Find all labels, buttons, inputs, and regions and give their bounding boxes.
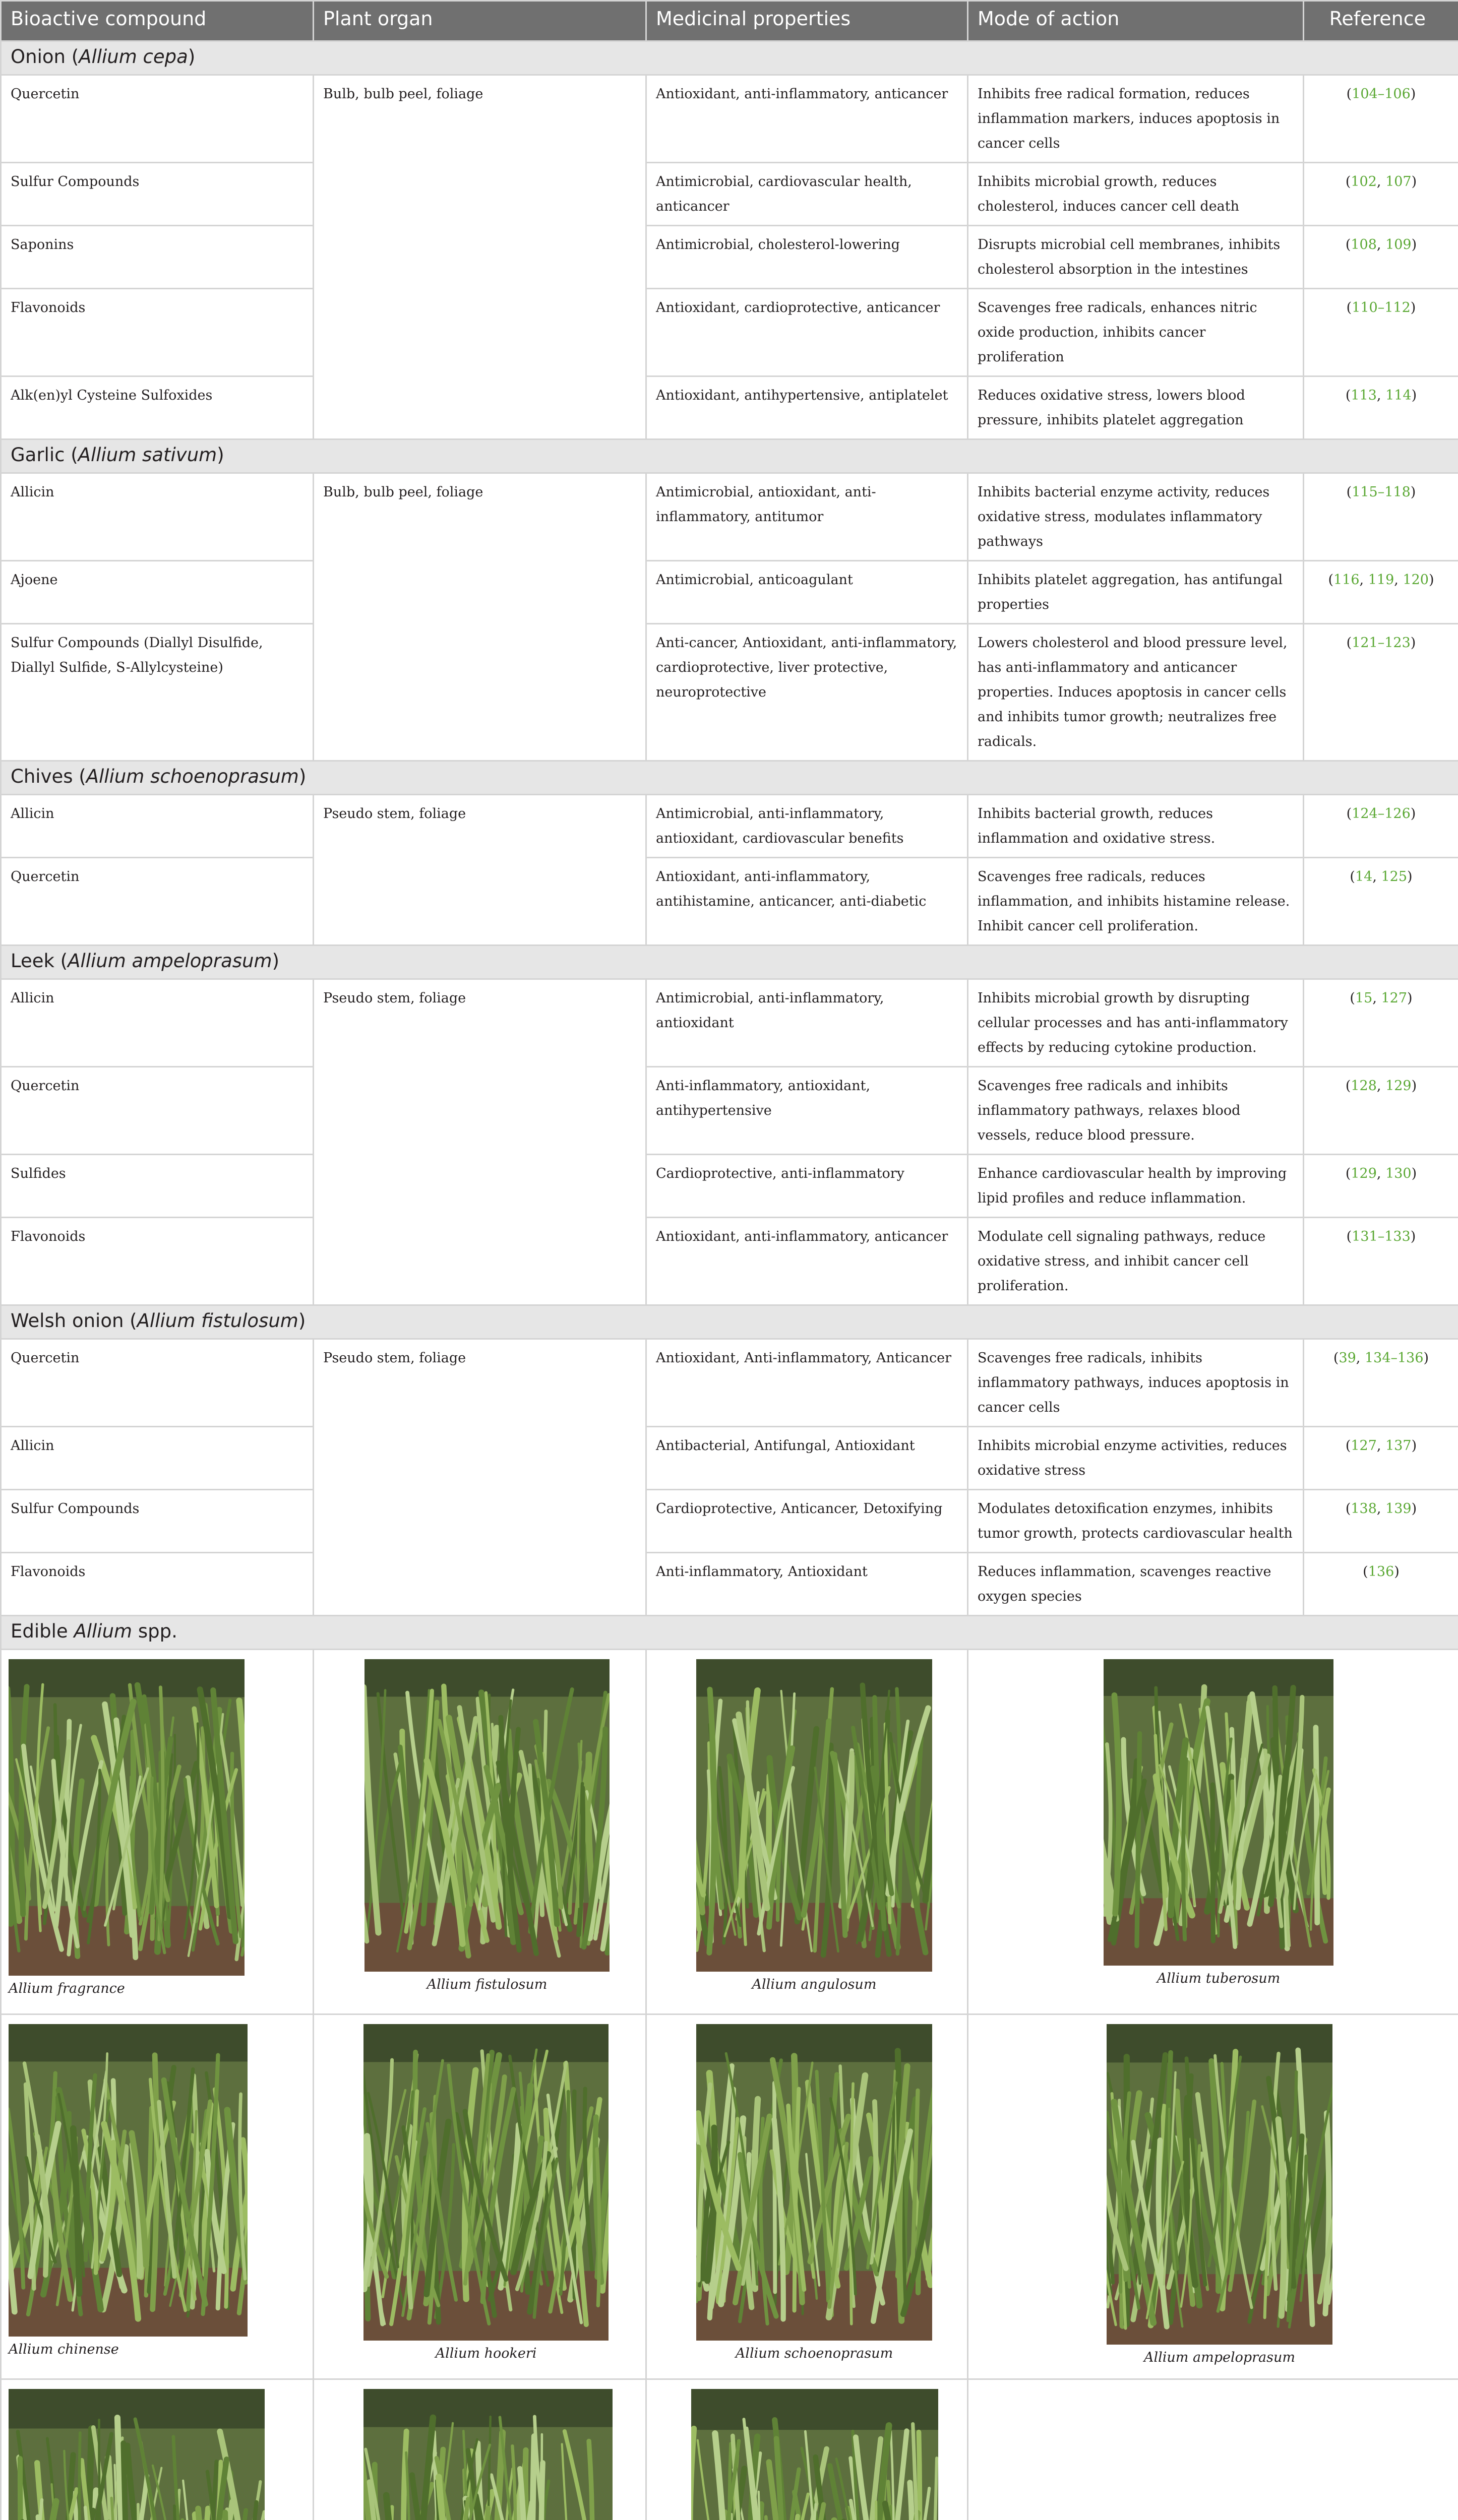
reference-link[interactable]: 136	[1368, 1564, 1394, 1580]
ref-close-paren: )	[1411, 300, 1416, 316]
ref-open-paren: (	[1333, 1350, 1339, 1366]
cell-compound: Flavonoids	[1, 289, 314, 376]
reference-link[interactable]: 138	[1351, 1501, 1377, 1517]
photo-cell	[314, 2014, 646, 2379]
ref-open-paren: (	[1347, 635, 1352, 651]
table-row	[1, 376, 1458, 439]
cell-mode-of-action: Inhibits free radical formation, reduces inflammation markers, induces apoptosis in cancer cells	[968, 75, 1304, 163]
reference-link[interactable]: 104–106	[1352, 86, 1411, 102]
reference-link[interactable]: 114	[1385, 388, 1412, 403]
ref-open-paren: (	[1346, 1078, 1351, 1094]
cell-medicinal-properties: Antimicrobial, cholesterol-lowering	[646, 226, 968, 289]
photo-figure	[363, 2024, 609, 2361]
cell-medicinal-properties: Antimicrobial, anti-inflammatory, antioxidant	[646, 979, 968, 1067]
header-mode-of-action: Mode of action	[968, 1, 1304, 41]
ref-separator: ,	[1394, 572, 1403, 588]
photo-caption: Allium chinense	[9, 2342, 248, 2357]
reference-link[interactable]: 110–112	[1352, 300, 1411, 316]
cell-medicinal-properties: Antimicrobial, antioxidant, anti-inflammatory, antitumor	[646, 473, 968, 561]
photo-cell	[1, 2014, 314, 2379]
cell-plant-organ: Bulb, bulb peel, foliage	[314, 75, 646, 439]
section-header-row	[1, 41, 1458, 75]
cell-compound: Quercetin	[1, 1067, 314, 1155]
photos-section-header-row	[1, 1616, 1458, 1650]
photo-cell	[646, 2379, 968, 2520]
cell-mode-of-action: Inhibits bacterial enzyme activity, reduces oxidative stress, modulates inflammatory pathways	[968, 473, 1304, 561]
ref-separator: ,	[1356, 1350, 1365, 1366]
reference-link[interactable]: 137	[1385, 1438, 1412, 1454]
ref-close-paren: )	[1412, 1501, 1417, 1517]
ref-open-paren: (	[1346, 237, 1351, 253]
section-title-suffix: )	[299, 766, 306, 787]
reference-link[interactable]: 39	[1339, 1350, 1356, 1366]
plant-photo-row-with-flower-heads	[364, 1659, 610, 1972]
cell-reference	[1304, 226, 1458, 289]
cell-medicinal-properties: Antibacterial, Antifungal, Antioxidant	[646, 1427, 968, 1490]
cell-plant-organ: Bulb, bulb peel, foliage	[314, 473, 646, 761]
reference-link[interactable]: 109	[1385, 237, 1412, 253]
section-header-row	[1, 946, 1458, 979]
reference-link[interactable]: 124–126	[1352, 806, 1411, 822]
photo-cell	[1, 2379, 314, 2520]
reference-link[interactable]: 134–136	[1365, 1350, 1424, 1366]
photo-figure	[696, 2024, 932, 2361]
ref-separator: ,	[1377, 174, 1385, 190]
ref-open-paren: (	[1347, 300, 1352, 316]
cell-compound: Flavonoids	[1, 1218, 314, 1305]
section-title-species: Allium sativum	[78, 444, 217, 466]
header-reference: Reference	[1304, 1, 1458, 41]
photo-figure	[9, 1659, 245, 1996]
cell-reference	[1304, 1427, 1458, 1490]
ref-open-paren: (	[1350, 990, 1355, 1006]
cell-reference	[1304, 1553, 1458, 1616]
cell-mode-of-action: Inhibits microbial enzyme activities, reduces oxidative stress	[968, 1427, 1304, 1490]
table-row	[1, 1427, 1458, 1490]
photo-figure	[1104, 1659, 1333, 1986]
photo-caption: Allium angulosum	[696, 1977, 932, 1992]
cell-reference	[1304, 1339, 1458, 1427]
cell-compound: Alk(en)yl Cysteine Sulfoxides	[1, 376, 314, 439]
photo-cell	[314, 1650, 646, 2014]
section-title	[1, 41, 1458, 75]
cell-compound: Sulfur Compounds	[1, 163, 314, 226]
reference-link[interactable]: 120	[1403, 572, 1429, 588]
table-row	[1, 1553, 1458, 1616]
cell-medicinal-properties: Cardioprotective, Anticancer, Detoxifying	[646, 1490, 968, 1553]
cell-reference	[1304, 289, 1458, 376]
cell-compound: Ajoene	[1, 561, 314, 624]
ref-close-paren: )	[1411, 86, 1416, 102]
section-header-row	[1, 439, 1458, 473]
plant-photo-seedling-rows	[691, 2389, 938, 2520]
ref-separator: ,	[1377, 1078, 1385, 1094]
ref-close-paren: )	[1412, 1438, 1417, 1454]
cell-medicinal-properties: Antimicrobial, cardiovascular health, anticancer	[646, 163, 968, 226]
table-row	[1, 979, 1458, 1067]
section-title	[1, 1616, 1458, 1650]
cell-medicinal-properties: Anti-inflammatory, Antioxidant	[646, 1553, 968, 1616]
section-title-species: Allium cepa	[79, 46, 188, 68]
photo-cell	[968, 2014, 1458, 2379]
photo-caption: Allium schoenoprasum	[696, 2346, 932, 2361]
photo-row	[1, 2379, 1458, 2520]
cell-reference	[1304, 376, 1458, 439]
ref-open-paren: (	[1347, 1229, 1352, 1244]
cell-medicinal-properties: Antimicrobial, anti-inflammatory, antioxidant, cardiovascular benefits	[646, 795, 968, 858]
cell-mode-of-action: Modulate cell signaling pathways, reduce oxidative stress, and inhibit cancer cell proliferation.	[968, 1218, 1304, 1305]
section-title-suffix: )	[272, 950, 279, 972]
photo-cell	[968, 2379, 1458, 2520]
ref-close-paren: )	[1411, 635, 1416, 651]
cell-reference	[1304, 1155, 1458, 1218]
ref-open-paren: (	[1346, 174, 1351, 190]
ref-open-paren: (	[1346, 388, 1351, 403]
plant-photo-grassy-clump	[9, 2024, 248, 2337]
plant-photo-dense-clump	[1104, 1659, 1333, 1966]
table-row	[1, 226, 1458, 289]
ref-open-paren: (	[1347, 806, 1352, 822]
cell-mode-of-action: Reduces oxidative stress, lowers blood pressure, inhibits platelet aggregation	[968, 376, 1304, 439]
header-medicinal-properties: Medicinal properties	[646, 1, 968, 41]
cell-reference	[1304, 1490, 1458, 1553]
reference-link[interactable]: 107	[1385, 174, 1412, 190]
header-compound: Bioactive compound	[1, 1, 314, 41]
section-title-species: Allium fistulosum	[137, 1310, 298, 1332]
table-row	[1, 858, 1458, 946]
cell-mode-of-action: Disrupts microbial cell membranes, inhibits cholesterol absorption in the intestines	[968, 226, 1304, 289]
photo-caption: Allium fragrance	[9, 1981, 245, 1996]
ref-close-paren: )	[1412, 237, 1417, 253]
section-title-suffix: spp.	[132, 1620, 177, 1642]
cell-reference	[1304, 624, 1458, 761]
ref-open-paren: (	[1346, 1438, 1351, 1454]
cell-mode-of-action: Modulates detoxification enzymes, inhibits tumor growth, protects cardiovascular health	[968, 1490, 1304, 1553]
cell-medicinal-properties: Antimicrobial, anticoagulant	[646, 561, 968, 624]
photo-figure	[363, 2389, 613, 2520]
ref-close-paren: )	[1424, 1350, 1429, 1366]
ref-separator: ,	[1377, 1166, 1385, 1181]
cell-compound: Saponins	[1, 226, 314, 289]
cell-reference	[1304, 1067, 1458, 1155]
cell-medicinal-properties: Antioxidant, anti-inflammatory, anticancer	[646, 75, 968, 163]
plant-photo-garlic-field	[363, 2389, 613, 2520]
ref-close-paren: )	[1411, 806, 1416, 822]
ref-close-paren: )	[1412, 1166, 1417, 1181]
cell-compound: Allicin	[1, 1427, 314, 1490]
reference-link[interactable]: 129	[1351, 1166, 1377, 1181]
reference-link[interactable]: 116	[1333, 572, 1360, 588]
cell-medicinal-properties: Anti-cancer, Antioxidant, anti-inflammatory, cardioprotective, liver protective, neuroprotective	[646, 624, 968, 761]
plant-photo-thin-stalks	[696, 2024, 932, 2341]
cell-mode-of-action: Scavenges free radicals and inhibits inflammatory pathways, relaxes blood vessels, reduce blood pressure.	[968, 1067, 1304, 1155]
section-title-prefix: Edible	[11, 1620, 74, 1642]
ref-separator: ,	[1377, 1438, 1385, 1454]
cell-medicinal-properties: Antioxidant, anti-inflammatory, anticancer	[646, 1218, 968, 1305]
ref-separator: ,	[1360, 572, 1368, 588]
cell-reference	[1304, 979, 1458, 1067]
cell-mode-of-action: Reduces inflammation, scavenges reactive oxygen species	[968, 1553, 1304, 1616]
plant-photo-tall-stalks	[9, 2389, 265, 2520]
ref-separator: ,	[1377, 1501, 1385, 1517]
reference-link[interactable]: 14	[1355, 869, 1372, 885]
photo-caption: Allium ampeloprasum	[1107, 2350, 1332, 2365]
ref-close-paren: )	[1412, 174, 1417, 190]
reference-link[interactable]: 127	[1351, 1438, 1377, 1454]
reference-link[interactable]: 115–118	[1352, 484, 1411, 500]
plant-photo-leek-rows	[1107, 2024, 1332, 2345]
section-title-prefix: Chives (	[11, 766, 86, 787]
cell-reference	[1304, 561, 1458, 624]
cell-compound: Allicin	[1, 795, 314, 858]
table-row	[1, 163, 1458, 226]
reference-link[interactable]: 15	[1355, 990, 1372, 1006]
ref-separator: ,	[1377, 388, 1385, 403]
reference-link[interactable]: 102	[1351, 174, 1377, 190]
table-row	[1, 795, 1458, 858]
cell-reference	[1304, 473, 1458, 561]
cell-reference	[1304, 795, 1458, 858]
section-title-species: Allium	[74, 1620, 132, 1642]
cell-compound: Quercetin	[1, 1339, 314, 1427]
ref-open-paren: (	[1347, 484, 1352, 500]
table-row	[1, 1490, 1458, 1553]
cell-reference	[1304, 1218, 1458, 1305]
photo-figure	[691, 2389, 938, 2520]
table-row	[1, 1218, 1458, 1305]
section-title	[1, 946, 1458, 979]
cell-medicinal-properties: Antioxidant, cardioprotective, anticancer	[646, 289, 968, 376]
ref-separator: ,	[1377, 237, 1385, 253]
ref-open-paren: (	[1350, 869, 1355, 885]
section-title	[1, 1305, 1458, 1339]
cell-compound: Flavonoids	[1, 1553, 314, 1616]
cell-mode-of-action: Lowers cholesterol and blood pressure level, has anti-inflammatory and anticancer properties. Induces apoptosis in cancer cells and inhibits tumor growth; neutralizes free radicals.	[968, 624, 1304, 761]
ref-separator: ,	[1372, 869, 1381, 885]
cell-compound: Allicin	[1, 979, 314, 1067]
cell-mode-of-action: Enhance cardiovascular health by improving lipid profiles and reduce inflammation.	[968, 1155, 1304, 1218]
photo-figure	[9, 2389, 265, 2520]
photo-caption: Allium hookeri	[363, 2346, 609, 2361]
reference-link[interactable]: 131–133	[1352, 1229, 1411, 1244]
cell-plant-organ: Pseudo stem, foliage	[314, 979, 646, 1305]
section-title-prefix: Garlic (	[11, 444, 78, 466]
ref-separator: ,	[1372, 990, 1381, 1006]
reference-link[interactable]: 139	[1385, 1501, 1412, 1517]
table-row	[1, 1155, 1458, 1218]
table-row	[1, 289, 1458, 376]
photo-figure	[364, 1659, 610, 1992]
cell-plant-organ: Pseudo stem, foliage	[314, 1339, 646, 1616]
section-title-species: Allium ampeloprasum	[68, 950, 272, 972]
cell-reference	[1304, 858, 1458, 946]
header-row	[1, 1, 1458, 41]
reference-link[interactable]: 121–123	[1352, 635, 1411, 651]
cell-mode-of-action: Scavenges free radicals, inhibits inflammatory pathways, induces apoptosis in cancer cells	[968, 1339, 1304, 1427]
table-row	[1, 1339, 1458, 1427]
section-title-suffix: )	[217, 444, 224, 466]
cell-mode-of-action: Scavenges free radicals, reduces inflammation, and inhibits histamine release. Inhibit cancer cell proliferation.	[968, 858, 1304, 946]
cell-medicinal-properties: Anti-inflammatory, antioxidant, antihypertensive	[646, 1067, 968, 1155]
photo-figure	[1107, 2024, 1332, 2365]
cell-medicinal-properties: Antioxidant, Anti-inflammatory, Anticancer	[646, 1339, 968, 1427]
photo-caption: Allium fistulosum	[364, 1977, 610, 1992]
section-title-prefix: Leek (	[11, 950, 68, 972]
ref-close-paren: )	[1411, 484, 1416, 500]
reference-link[interactable]: 128	[1351, 1078, 1377, 1094]
cell-medicinal-properties: Antioxidant, antihypertensive, antiplatelet	[646, 376, 968, 439]
ref-close-paren: )	[1407, 869, 1413, 885]
cell-compound: Quercetin	[1, 858, 314, 946]
cell-compound: Quercetin	[1, 75, 314, 163]
section-title-prefix: Onion (	[11, 46, 79, 68]
reference-link[interactable]: 129	[1385, 1078, 1412, 1094]
table-row	[1, 1067, 1458, 1155]
table-row	[1, 561, 1458, 624]
photo-row	[1, 1650, 1458, 2014]
plant-photo-clump-white-flowers	[9, 1659, 245, 1976]
cell-mode-of-action: Scavenges free radicals, enhances nitric oxide production, inhibits cancer proliferation	[968, 289, 1304, 376]
reference-link[interactable]: 108	[1351, 237, 1377, 253]
reference-link[interactable]: 119	[1368, 572, 1394, 588]
ref-open-paren: (	[1346, 1501, 1351, 1517]
section-title	[1, 761, 1458, 795]
ref-open-paren: (	[1347, 86, 1352, 102]
reference-link[interactable]: 130	[1385, 1166, 1412, 1181]
photo-cell	[968, 1650, 1458, 2014]
ref-close-paren: )	[1411, 1229, 1416, 1244]
ref-close-paren: )	[1407, 990, 1413, 1006]
photo-cell	[646, 1650, 968, 2014]
section-title	[1, 439, 1458, 473]
cell-mode-of-action: Inhibits platelet aggregation, has antifungal properties	[968, 561, 1304, 624]
table-row	[1, 624, 1458, 761]
cell-compound: Allicin	[1, 473, 314, 561]
section-title-prefix: Welsh onion (	[11, 1310, 137, 1332]
ref-close-paren: )	[1412, 1078, 1417, 1094]
ref-close-paren: )	[1412, 388, 1417, 403]
photo-figure	[9, 2024, 248, 2357]
reference-link[interactable]: 127	[1381, 990, 1407, 1006]
cell-medicinal-properties: Cardioprotective, anti-inflammatory	[646, 1155, 968, 1218]
photo-row	[1, 2014, 1458, 2379]
cell-reference	[1304, 163, 1458, 226]
ref-close-paren: )	[1429, 572, 1434, 588]
plant-photo-leafy-clump	[696, 1659, 932, 1972]
photo-cell	[646, 2014, 968, 2379]
ref-close-paren: )	[1394, 1564, 1400, 1580]
cell-mode-of-action: Inhibits microbial growth, reduces cholesterol, induces cancer cell death	[968, 163, 1304, 226]
cell-compound: Sulfur Compounds (Diallyl Disulfide, Diallyl Sulfide, S-Allylcysteine)	[1, 624, 314, 761]
cell-reference	[1304, 75, 1458, 163]
table-row	[1, 75, 1458, 163]
section-title-suffix: )	[188, 46, 195, 68]
header-plant-organ: Plant organ	[314, 1, 646, 41]
cell-compound: Sulfur Compounds	[1, 1490, 314, 1553]
ref-open-paren: (	[1346, 1166, 1351, 1181]
section-header-row	[1, 761, 1458, 795]
section-header-row	[1, 1305, 1458, 1339]
photo-cell	[1, 1650, 314, 2014]
photo-cell	[314, 2379, 646, 2520]
plant-photo-broad-leaves	[363, 2024, 609, 2341]
cell-medicinal-properties: Antioxidant, anti-inflammatory, antihistamine, anticancer, anti-diabetic	[646, 858, 968, 946]
section-title-species: Allium schoenoprasum	[86, 766, 299, 787]
photo-caption: Allium tuberosum	[1104, 1971, 1333, 1986]
photo-figure	[696, 1659, 932, 1992]
section-title-suffix: )	[298, 1310, 306, 1332]
cell-mode-of-action: Inhibits bacterial growth, reduces inflammation and oxidative stress.	[968, 795, 1304, 858]
table-row	[1, 473, 1458, 561]
cell-mode-of-action: Inhibits microbial growth by disrupting cellular processes and has anti-inflammatory effects by reducing cytokine production.	[968, 979, 1304, 1067]
reference-link[interactable]: 113	[1351, 388, 1377, 403]
cell-plant-organ: Pseudo stem, foliage	[314, 795, 646, 946]
cell-compound: Sulfides	[1, 1155, 314, 1218]
ref-open-paren: (	[1363, 1564, 1368, 1580]
reference-link[interactable]: 125	[1381, 869, 1407, 885]
ref-open-paren: (	[1328, 572, 1333, 588]
